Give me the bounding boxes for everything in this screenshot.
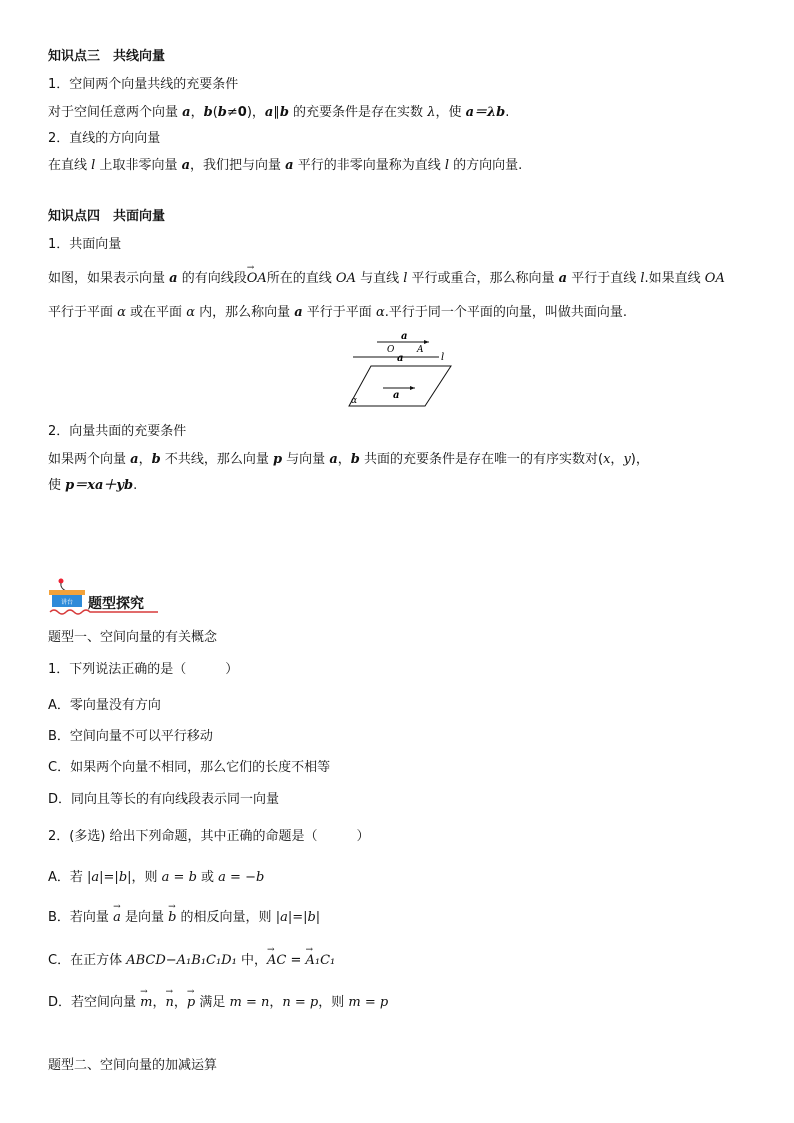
question-2: 2．(多选) 给出下列命题，其中正确的命题是（ ） (48, 829, 370, 844)
coplanar-vector-diagram (345, 330, 455, 408)
k4-item2: 2．向量共面的充要条件 (48, 424, 187, 439)
k4-item1: 1．共面向量 (48, 237, 122, 252)
diagram-arrowhead-oa (424, 340, 429, 344)
k3-item2: 2．直线的方向向量 (48, 131, 161, 146)
q1-option-b: B．空间向量不可以平行移动 (48, 729, 213, 744)
q2-option-a: A．若 |a|=|b|，则 a = b 或 a = −b (48, 870, 265, 885)
k3-item1: 1．空间两个向量共线的充要条件 (48, 77, 239, 92)
q2-option-c: C．在正方体 ABCD−A₁B₁C₁D₁ 中，→ AC = → A₁C₁ (48, 952, 335, 970)
q1-option-a: A．零向量没有方向 (48, 698, 161, 713)
k4-line2: 平行于平面 α 或在平面 α 内，那么称向量 a 平行于平面 α.平行于同一个平面的向量，叫做共面向量. (48, 305, 627, 320)
diagram-arrowhead-plane (410, 386, 415, 390)
diagram-label-a-mid: a (397, 353, 404, 364)
type2-title: 题型二、空间向量的加减运算 (48, 1058, 218, 1073)
diagram-label-alpha: α (351, 396, 358, 406)
question-1: 1．下列说法正确的是（ ） (48, 662, 239, 677)
q2-option-d: D．若空间向量 → m，→ n，→ p 满足 m = n，n = p，则 m = p (48, 994, 388, 1012)
diagram-label-a-top: a (401, 331, 408, 342)
k3-line1: 对于空间任意两个向量 a，b(b≠0)，a∥b 的充要条件是存在实数 λ，使 a＝λb. (48, 105, 510, 120)
type1-title: 题型一、空间向量的有关概念 (48, 630, 218, 645)
diagram-label-o: O (387, 345, 395, 355)
section-title-k3: 知识点三 共线向量 (48, 49, 166, 64)
k4-line3: 如果两个向量 a，b 不共线，那么向量 p 与向量 a，b 共面的充要条件是存在唯一的有序实数对(x，y)， (48, 452, 649, 467)
section-tag-title: 题型探究 (88, 596, 144, 612)
section-tag-question-types (48, 578, 178, 618)
k3-line2: 在直线 l 上取非零向量 a，我们把与向量 a 平行的非零向量称为直线 l 的方向向量. (48, 158, 523, 173)
diagram-label-a-plane: a (393, 390, 400, 401)
q2-option-b: B．若向量 → a 是向量 → b 的相反向量，则 |a|=|b| (48, 909, 320, 927)
k4-line1: 如图，如果表示向量 a 的有向线段→ OA所在的直线 OA 与直线 l 平行或重合，那么称向量 a 平行于直线 l.如果直线 OA (48, 270, 725, 288)
svg-text:讲台: 讲台 (60, 599, 74, 606)
vector-oa: → OA (247, 270, 267, 288)
diagram-label-A: A (417, 345, 424, 355)
section-title-k4: 知识点四 共面向量 (48, 209, 166, 224)
diagram-plane-alpha (349, 366, 451, 406)
q1-option-c: C．如果两个向量不相同，那么它们的长度不相等 (48, 760, 331, 775)
k4-line4: 使 p＝xa＋yb. (48, 478, 138, 493)
diagram-label-l: l (441, 352, 445, 363)
q1-option-d: D．同向且等长的有向线段表示同一向量 (48, 792, 280, 807)
